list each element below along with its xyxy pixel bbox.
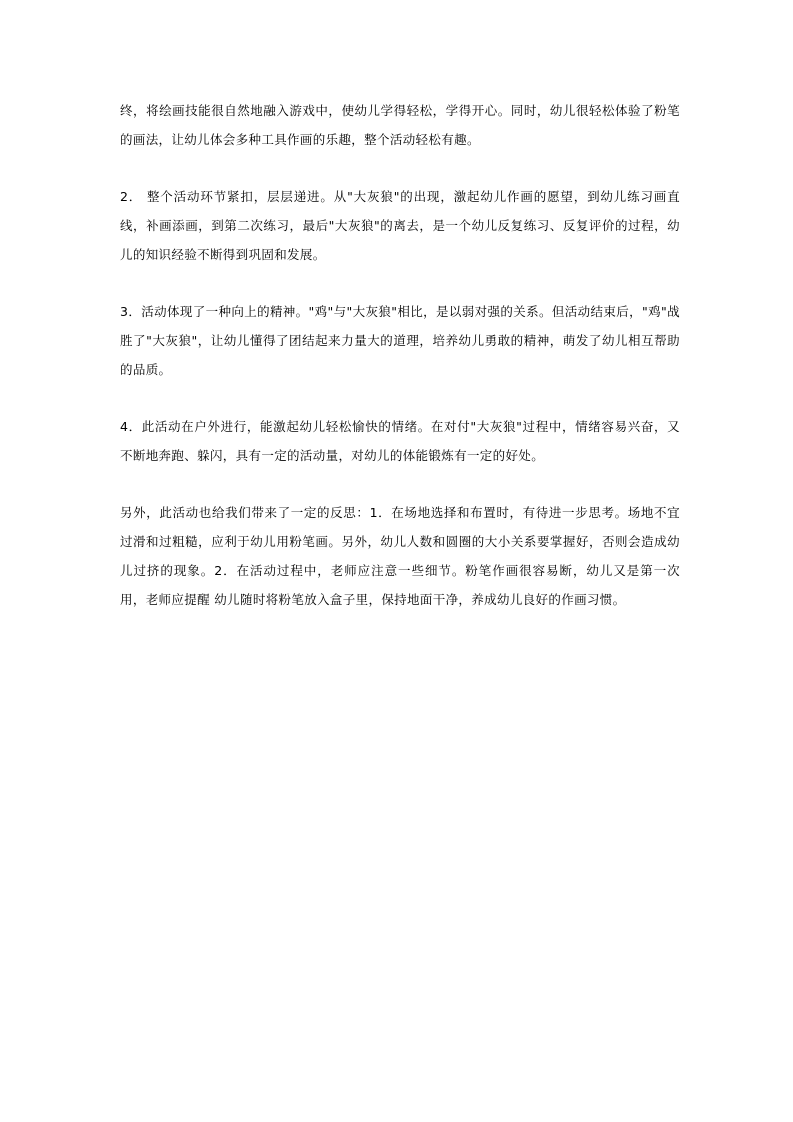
paragraph-point-2: 2． 整个活动环节紧扣，层层递进。从"大灰狼"的出现，激起幼儿作画的愿望，到幼儿练习画直线，补画添画，到第二次练习，最后"大灰狼"的离去，是一个幼儿反复练习、反复评价的过程，幼儿的知识经验不断得到巩固和发展。 [120,189,680,262]
paragraph-point-4: 4．此活动在户外进行，能激起幼儿轻松愉快的情绪。在对付"大灰狼"过程中，情绪容易兴奋，又不断地奔跑、躲闪，具有一定的活动量，对幼儿的体能锻炼有一定的好处。 [120,419,680,463]
document-body [120,96,680,642]
paragraph-reflection: 另外，此活动也给我们带来了一定的反思：1．在场地选择和布置时，有待进一步思考。场地不宜过滑和过粗糙，应利于幼儿用粉笔画。另外，幼儿人数和圆圈的大小关系要掌握好，否则会造成幼儿过挤的现象。2．在活动过程中，老师应注意一些细节。粉笔作画很容易断，幼儿又是第一次用，老师应提醒 幼儿随时将粉笔放入盒子里，保持地面干净，养成幼儿良好的作画习惯。 [120,505,680,607]
paragraph-intro-continuation: 终，将绘画技能很自然地融入游戏中，使幼儿学得轻松，学得开心。同时，幼儿很轻松体验了粉笔的画法，让幼儿体会多种工具作画的乐趣，整个活动轻松有趣。 [120,103,680,147]
paragraph-point-3: 3．活动体现了一种向上的精神。"鸡"与"大灰狼"相比，是以弱对强的关系。但活动结束后，"鸡"战胜了"大灰狼"，让幼儿懂得了团结起来力量大的道理，培养幼儿勇敢的精神，萌发了幼儿相互帮助的品质。 [120,304,680,377]
